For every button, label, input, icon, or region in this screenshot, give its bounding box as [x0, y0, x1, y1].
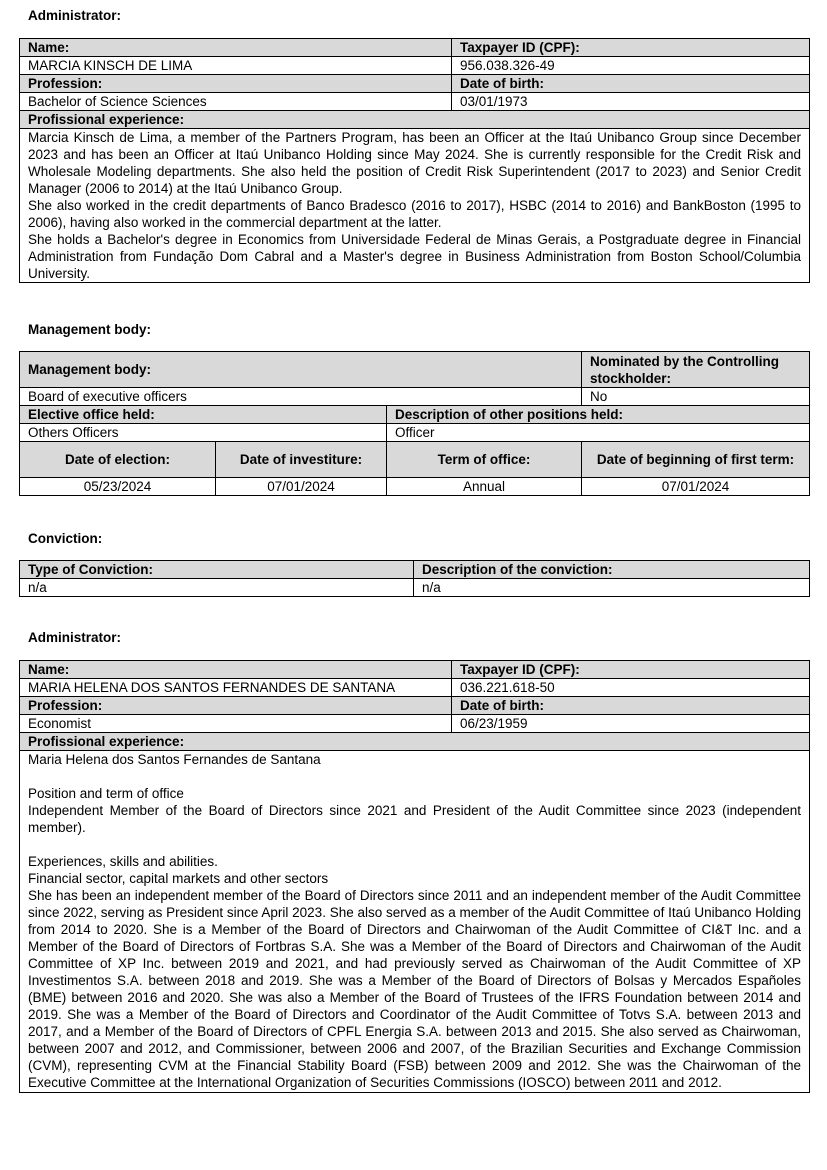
- nominated-label: Nominated by the Controlling stockholder:: [582, 352, 810, 388]
- investiture-label: Date of investiture:: [216, 442, 387, 478]
- nominated-value: No: [582, 388, 810, 406]
- conviction-type-value: n/a: [20, 579, 414, 597]
- profession-value: Economist: [20, 715, 452, 733]
- first-term-value: 07/01/2024: [582, 478, 810, 496]
- other-positions-value: Officer: [387, 424, 810, 442]
- conviction-type-label: Type of Conviction:: [20, 561, 414, 579]
- admin2-heading: Administrator:: [28, 630, 122, 645]
- dob-value: 06/23/1959: [452, 715, 810, 733]
- position-text: Independent Member of the Board of Directors since 2021 and President of the Audit Committee since 2023 (independent member).: [28, 803, 801, 835]
- experience-text: [20, 129, 810, 283]
- other-positions-label: Description of other positions held:: [387, 406, 810, 424]
- conviction-heading: Conviction:: [28, 531, 103, 546]
- election-value: 05/23/2024: [20, 478, 216, 496]
- cpf-label: Taxpayer ID (CPF):: [452, 661, 810, 679]
- dob-label: Date of birth:: [452, 75, 810, 93]
- admin1-heading: Administrator:: [28, 8, 122, 23]
- experience-label: Profissional experience:: [20, 111, 810, 129]
- experience-label: Profissional experience:: [20, 733, 810, 751]
- elective-value: Others Officers: [20, 424, 387, 442]
- first-term-label: Date of beginning of first term:: [582, 442, 810, 478]
- experience-paragraph: She holds a Bachelor's degree in Economics from Universidade Federal de Minas Gerais, a Postgraduate degree in Financial Administration from Fundação Dom Cabral and a Master's degree in Business Administration from Boston School/Columbia University.: [28, 232, 801, 281]
- conviction-desc-label: Description of the conviction:: [414, 561, 810, 579]
- election-label: Date of election:: [20, 442, 216, 478]
- body-value: Board of executive officers: [20, 388, 582, 406]
- conviction-desc-value: n/a: [414, 579, 810, 597]
- conviction-table: [19, 560, 810, 597]
- experience-paragraph: Marcia Kinsch de Lima, a member of the Partners Program, has been an Officer at the Itaú Unibanco Group since December 2023 and has been an Officer at Itaú Unibanco Holding since May 2024. She is currently responsible for the Credit Risk and Wholesale Modeling departments. She also held the position of Credit Risk Superintendent (2017 to 2023) and Senior Credit Manager (2006 to 2014) at the Itaú Unibanco Group.: [28, 130, 801, 196]
- sector-text: Financial sector, capital markets and other sectors: [28, 871, 329, 886]
- profession-label: Profession:: [20, 697, 452, 715]
- body-label: Management body:: [20, 352, 582, 388]
- name-label: Name:: [20, 39, 452, 57]
- admin1-table: [19, 38, 810, 283]
- name-value: MARIA HELENA DOS SANTOS FERNANDES DE SANTANA: [20, 679, 452, 697]
- name-value: MARCIA KINSCH DE LIMA: [20, 57, 452, 75]
- mgmt-heading: Management body:: [28, 322, 152, 337]
- position-heading: Position and term of office: [28, 786, 184, 801]
- cpf-label: Taxpayer ID (CPF):: [452, 39, 810, 57]
- mgmt-table: [19, 351, 810, 496]
- investiture-value: 07/01/2024: [216, 478, 387, 496]
- experience-name: Maria Helena dos Santos Fernandes de Santana: [28, 752, 321, 767]
- name-label: Name:: [20, 661, 452, 679]
- dob-label: Date of birth:: [452, 697, 810, 715]
- term-label: Term of office:: [387, 442, 582, 478]
- bio-text: She has been an independent member of the Board of Directors since 2011 and an independent member of the Audit Committee since 2022, serving as President since April 2023. She also served as a member of the Audit Committee of Itaú Unibanco Holding from 2014 to 2020. She is a Member of the Board of Directors and Chairwoman of the Audit Committee of CI&T Inc. and a Member of the Board of Directors of Fortbras S.A. She was a Member of the Board of Directors and Chairwoman of the Audit Committee of XP Inc. between 2019 and 2021, and had previously served as Chairwoman of the Audit Committee of XP Investimentos S.A. between 2018 and 2019. She was a Member of the Board of Directors of Bolsas y Mercados Españoles (BME) between 2016 and 2020. She was also a Member of the Board of Trustees of the IFRS Foundation between 2014 and 2019. She was a Member of the Board of Directors and Coordinator of the Audit Committee of Totvs S.A. between 2013 and 2017, and a Member of the Board of Directors of CPFL Energia S.A. between 2013 and 2015. She also served as Chairwoman, between 2007 and 2012, and Commissioner, between 2006 and 2007, of the Brazilian Securities and Exchange Commission (CVM), representing CVM at the Financial Stability Board (FSB) between 2009 and 2012. She was the Chairwoman of the Executive Committee at the International Organization of Securities Commissions (IOSCO) between 2011 and 2012.: [28, 888, 801, 1090]
- cpf-value: 036.221.618-50: [452, 679, 810, 697]
- term-value: Annual: [387, 478, 582, 496]
- admin2-table: [19, 660, 810, 1093]
- experience-text: [20, 751, 810, 1093]
- experience-paragraph: She also worked in the credit departments of Banco Bradesco (2016 to 2017), HSBC (2014 to 2016) and BankBoston (1995 to 2006), having also worked in the commercial department at the latter.: [28, 198, 801, 230]
- dob-value: 03/01/1973: [452, 93, 810, 111]
- cpf-value: 956.038.326-49: [452, 57, 810, 75]
- profession-label: Profession:: [20, 75, 452, 93]
- elective-label: Elective office held:: [20, 406, 387, 424]
- skills-heading: Experiences, skills and abilities.: [28, 854, 218, 869]
- profession-value: Bachelor of Science Sciences: [20, 93, 452, 111]
